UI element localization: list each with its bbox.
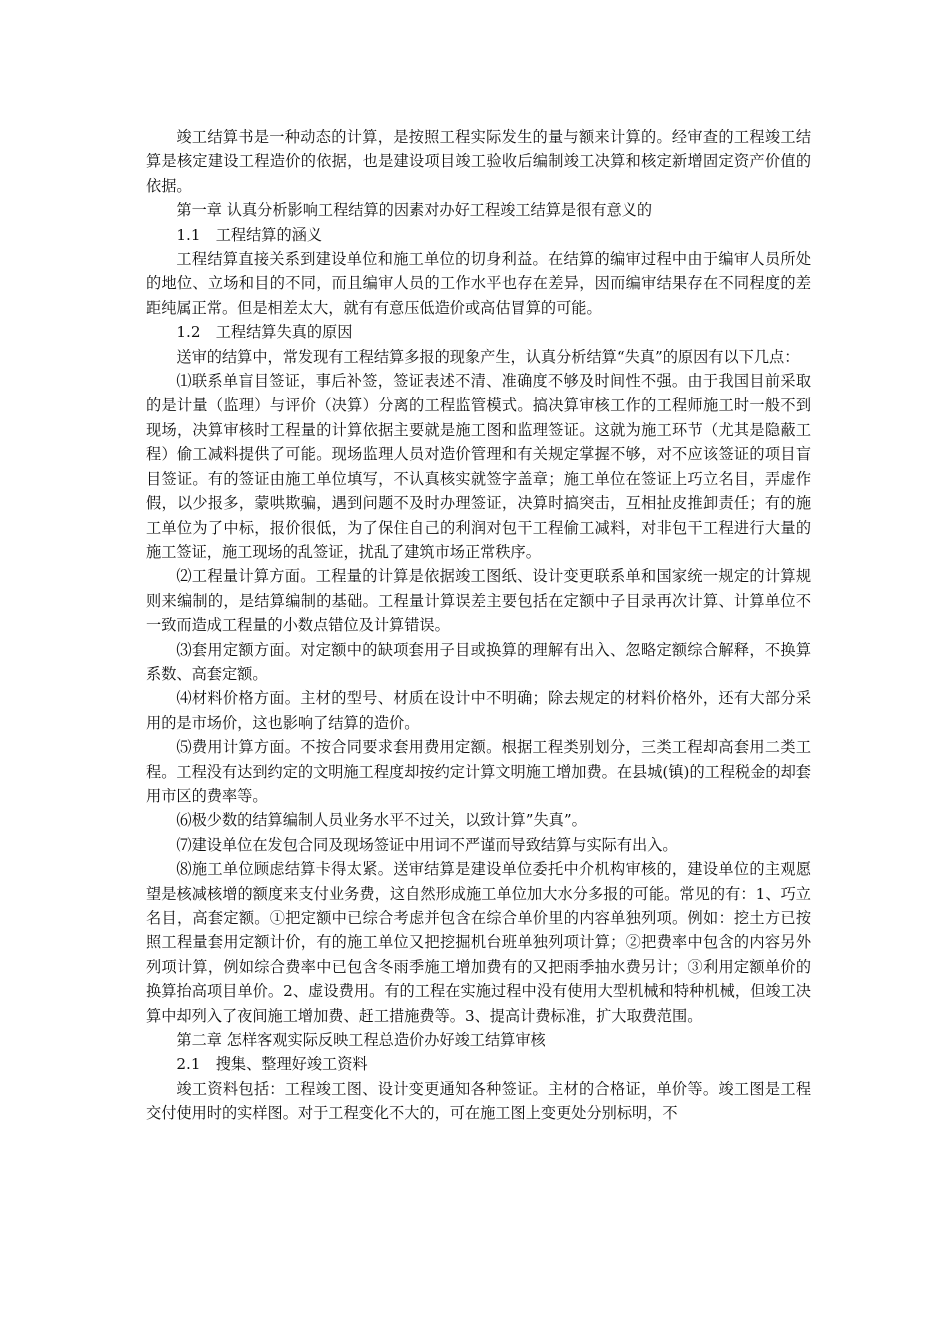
- chapter-1-heading: 第一章 认真分析影响工程结算的因素对办好工程竣工结算是很有意义的: [176, 201, 653, 220]
- document-page: [146, 125, 811, 1126]
- intro-paragraph: 竣工结算书是一种动态的计算，是按照工程实际发生的量与额来计算的。经审查的工程竣工结算是核定建设工程造价的依据，也是建设项目竣工验收后编制竣工决算和核定新增固定资产价值的依据。: [146, 128, 811, 195]
- reason-5-paragraph: ⑸费用计算方面。不按合同要求套用费用定额。根据工程类别划分，三类工程却高套用二类工程。工程没有达到约定的文明施工程度却按约定计算文明施工增加费。在县城(镇)的工程税金的却套用市区的费率等。: [146, 738, 811, 805]
- section-2-1-heading: 2.1 搜集、整理好竣工资料: [176, 1055, 368, 1074]
- reason-3-paragraph: ⑶套用定额方面。对定额中的缺项套用子目或换算的理解有出入、忽略定额综合解释，不换算系数、高套定额。: [146, 640, 811, 683]
- section-1-2-intro-paragraph: 送审的结算中，常发现有工程结算多报的现象产生，认真分析结算“失真”的原因有以下几点：: [176, 347, 800, 366]
- section-1-1-heading: 1.1 工程结算的涵义: [176, 225, 323, 244]
- reason-1-paragraph: ⑴联系单盲目签证，事后补签，签证表述不清、准确度不够及时间性不强。由于我国目前采取的是计量（监理）与评价（决算）分离的工程监管模式。搞决算审核工作的工程师施工时一般不到现场，决算审核时工程量的计算依据主要就是施工图和监理签证。这就为施工环节（尤其是隐蔽工程）偷工减料提供了可能。现场监理人员对造价管理和有关规定掌握不够，对不应该签证的项目盲目签证。有的签证由施工单位填写，不认真核实就签字盖章；施工单位在签证上巧立名目，弄虚作假，以少报多，蒙哄欺骗，遇到问题不及时办理签证，决算时搞突击，互相扯皮推卸责任；有的施工单位为了中标，报价很低，为了保住自己的利润对包干工程偷工减料，对非包干工程进行大量的施工签证，施工现场的乱签证，扰乱了建筑市场正常秩序。: [146, 372, 811, 561]
- reason-2-paragraph: ⑵工程量计算方面。工程量的计算是依据竣工图纸、设计变更联系单和国家统一规定的计算规则来编制的，是结算编制的基础。工程量计算误差主要包括在定额中子目录再次计算、计算单位不一致而造成工程量的小数点错位及计算错误。: [146, 567, 811, 635]
- reason-7-paragraph: ⑺建设单位在发包合同及现场签证中用词不严谨而导致结算与实际有出入。: [176, 835, 678, 854]
- chapter-2-heading: 第二章 怎样客观实际反映工程总造价办好竣工结算审核: [176, 1031, 546, 1050]
- section-1-2-heading: 1.2 工程结算失真的原因: [176, 323, 353, 342]
- reason-8-paragraph: ⑻施工单位顾虑结算卡得太紧。送审结算是建设单位委托中介机构审核的，建设单位的主观愿望是核减核增的额度来支付业务费，这自然形成施工单位加大水分多报的可能。常见的有：1、巧立名目，高套定额。①把定额中已综合考虑并包含在综合单价里的内容单独列项。例如：挖土方已按照工程量套用定额计价，有的施工单位又把挖掘机台班单独列项计算；②把费率中包含的内容另外列项计算，例如综合费率中已包含冬雨季施工增加费有的又把雨季抽水费另计；③利用定额单价的换算抬高项目单价。2、虚设费用。有的工程在实施过程中没有使用大型机械和特种机械，但竣工决算中却列入了夜间施工增加费、赶工措施费等。3、提高计费标准，扩大取费范围。: [146, 860, 811, 1025]
- reason-6-paragraph: ⑹极少数的结算编制人员业务水平不过关，以致计算”失真”。: [176, 811, 587, 830]
- section-2-1-paragraph: 竣工资料包括：工程竣工图、设计变更通知各种签证。主材的合格证，单价等。竣工图是工程交付使用时的实样图。对于工程变化不大的，可在施工图上变更处分别标明，不: [146, 1079, 811, 1123]
- reason-4-paragraph: ⑷材料价格方面。主材的型号、材质在设计中不明确；除去规定的材料价格外，还有大部分采用的是市场价，这也影响了结算的造价。: [146, 689, 811, 732]
- section-1-1-paragraph: 工程结算直接关系到建设单位和施工单位的切身利益。在结算的编审过程中由于编审人员所处的地位、立场和目的不同，而且编审人员的工作水平也存在差异，因而编审结果存在不同程度的差距纯属正常。但是相差太大，就有有意压低造价或高估冒算的可能。: [146, 250, 811, 317]
